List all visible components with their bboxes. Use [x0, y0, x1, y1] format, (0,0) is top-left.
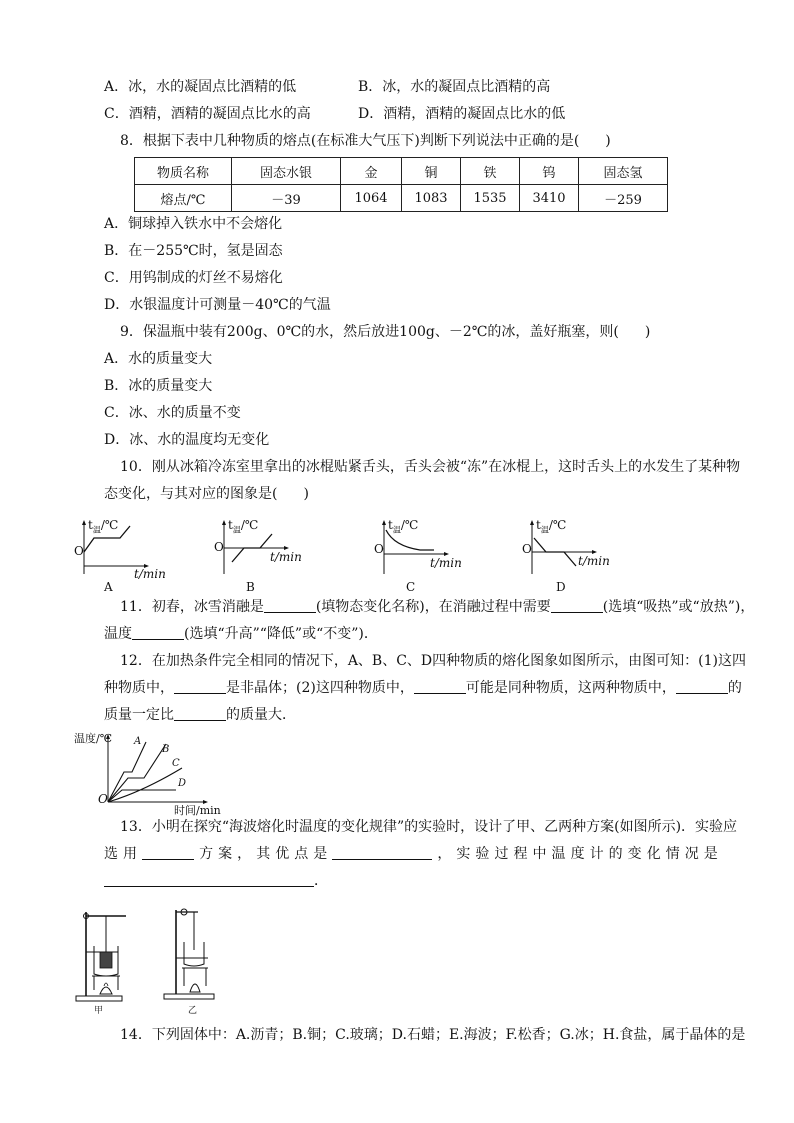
table-cell: 固态氢	[579, 158, 668, 185]
graph-caption-b: B	[246, 580, 255, 594]
table-cell: 熔点/℃	[135, 185, 232, 212]
graph-ylabel: $t_温/℃$	[388, 518, 419, 535]
graph-caption-d: D	[556, 580, 566, 594]
graph-xlabel: t/min	[134, 567, 166, 581]
answer-blank[interactable]	[174, 705, 226, 721]
answer-blank[interactable]	[142, 844, 194, 860]
curve-a	[108, 742, 146, 802]
graph-xlabel: t/min	[430, 556, 462, 570]
table-row	[135, 185, 668, 212]
curve-d	[108, 790, 176, 802]
curve-label-a: A	[134, 736, 142, 747]
q12-line1: 12．在加热条件完全相同的情况下，A、B、C、D四种物质的熔化图象如图所示，由图可知：(1)这四	[120, 653, 746, 669]
table-cell: 1064	[341, 185, 402, 212]
table-cell: 1083	[402, 185, 461, 212]
answer-blank[interactable]	[264, 597, 316, 613]
curve-label-b: B	[162, 744, 170, 755]
answer-blank[interactable]	[174, 678, 226, 694]
apparatus-caption-yi: 乙	[188, 1006, 198, 1016]
answer-blank[interactable]	[132, 624, 184, 640]
apparatus-jia	[72, 906, 142, 1006]
graph-origin: O	[74, 544, 84, 558]
answer-blank[interactable]	[551, 597, 603, 613]
q8-option-b: B．在－255℃时，氢是固态	[104, 243, 283, 259]
table-cell: 铜	[402, 158, 461, 185]
graph-origin: O	[214, 540, 224, 554]
graph-ylabel: $t_温/℃$	[88, 518, 119, 535]
graph-origin: O	[98, 792, 108, 806]
q7-option-b: B．冰，水的凝固点比酒精的高	[358, 79, 551, 95]
q9-stem: 9．保温瓶中装有200g、0℃的水，然后放进100g、－2℃的冰，盖好瓶塞，则( )	[120, 324, 651, 340]
q12-line2: 种物质中， 是非晶体；(2)这四种物质中， 可能是同种物质，这两种物质中， 的	[104, 680, 742, 696]
graph-origin: O	[522, 542, 532, 556]
table-header-row	[135, 158, 668, 185]
q13-line2: 选 用 方 案 ， 其 优 点 是 ， 实 验 过 程 中 温 度 计 的 变 化 情 况 是	[104, 846, 718, 862]
graph-xlabel: 时间/min	[174, 804, 221, 817]
curve-b	[108, 744, 166, 802]
q13-line3: ．	[104, 871, 328, 891]
q9-option-c: C．冰、水的质量不变	[104, 405, 241, 421]
q9-option-a: A．水的质量变大	[104, 351, 213, 367]
q9-option-d: D．冰、水的温度均无变化	[104, 432, 270, 448]
graph-xlabel: t/min	[578, 554, 610, 568]
q10-line2: 态变化，与其对应的图象是( )	[104, 486, 309, 502]
answer-blank[interactable]	[332, 844, 432, 860]
answer-blank[interactable]	[676, 678, 728, 694]
graph-ylabel: $t_温/℃$	[228, 518, 259, 535]
table-cell: －259	[579, 185, 668, 212]
q13-line1: 13．小明在探究“海波熔化时温度的变化规律”的实验时，设计了甲、乙两种方案(如图所示)．实验应	[120, 819, 738, 835]
melting-point-table	[134, 157, 668, 212]
q10-graphs	[72, 518, 672, 594]
q7-option-d: D．酒精，酒精的凝固点比水的低	[358, 106, 566, 122]
table-cell: 金	[341, 158, 402, 185]
answer-blank[interactable]	[414, 678, 466, 694]
curve-c	[108, 768, 182, 802]
curve-label-c: C	[172, 758, 180, 769]
table-cell: 3410	[520, 185, 579, 212]
apparatus-caption-jia: 甲	[94, 1006, 104, 1016]
q14-line1: 14．下列固体中：A.沥青；B.铜；C.玻璃；D.石蜡；E.海波；F.松香；G.冰；H.食盐，属于晶体的是	[120, 1027, 746, 1043]
q8-option-c: C．用钨制成的灯丝不易熔化	[104, 270, 283, 286]
q8-stem: 8．根据下表中几种物质的熔点(在标准大气压下)判断下列说法中正确的是( )	[120, 133, 611, 149]
graph-origin: O	[374, 542, 384, 556]
graph-caption-c: C	[406, 580, 416, 594]
graph-ylabel: $t_温/℃$	[536, 518, 567, 535]
q8-option-a: A．铜球掉入铁水中不会熔化	[104, 216, 283, 232]
answer-blank[interactable]	[104, 871, 314, 887]
apparatus-yi	[158, 906, 228, 1006]
curve-label-d: D	[178, 778, 187, 789]
q13-apparatus	[72, 906, 232, 1016]
q12-graph	[72, 730, 221, 817]
q7-option-a: A．冰，水的凝固点比酒精的低	[104, 79, 297, 95]
table-cell: 物质名称	[135, 158, 232, 185]
q11-line1: 11．初春，冰雪消融是 (填物态变化名称)，在消融过程中需要 (选填“吸热”或“放热”)，	[120, 599, 755, 615]
table-cell: 1535	[461, 185, 520, 212]
table-cell: 钨	[520, 158, 579, 185]
table-cell: －39	[232, 185, 341, 212]
q10-line1: 10．刚从冰箱冷冻室里拿出的冰棍贴紧舌头，舌头会被“冻”在冰棍上，这时舌头上的水发生了某种物	[120, 459, 741, 475]
graph-caption-a: A	[104, 580, 113, 594]
graph-ylabel: 温度/℃	[74, 732, 113, 745]
q8-option-d: D．水银温度计可测量－40℃的气温	[104, 297, 331, 313]
q9-option-b: B．冰的质量变大	[104, 378, 213, 394]
graph-xlabel: t/min	[270, 550, 302, 564]
table-cell: 铁	[461, 158, 520, 185]
q12-line3: 质量一定比 的质量大．	[104, 707, 296, 723]
q11-line2: 温度 (选填“升高”“降低”或“不变”)．	[104, 626, 378, 642]
q7-option-c: C．酒精，酒精的凝固点比水的高	[104, 106, 311, 122]
table-cell: 固态水银	[232, 158, 341, 185]
